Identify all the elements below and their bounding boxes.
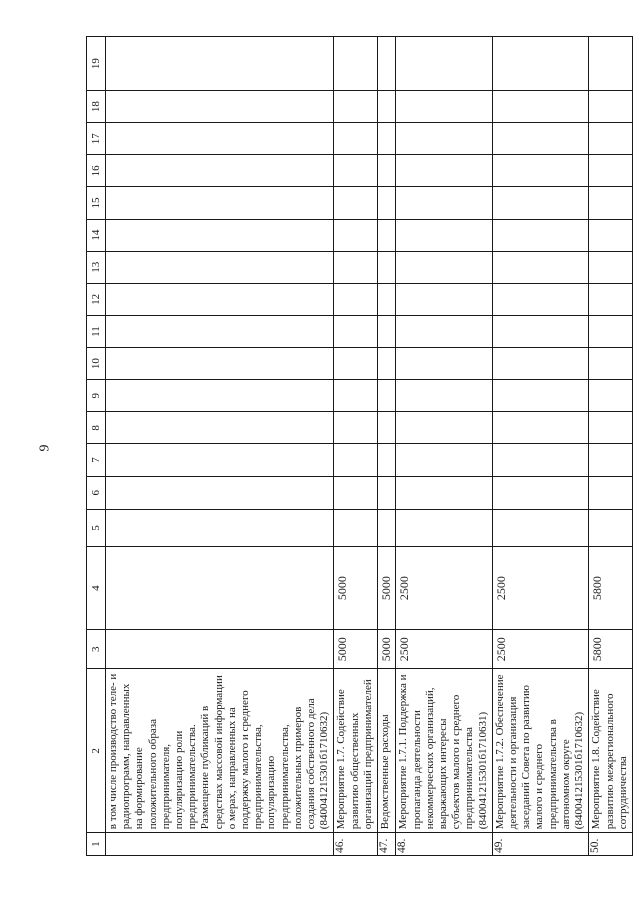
column-header: 1 bbox=[87, 833, 106, 856]
table-row bbox=[492, 37, 588, 856]
cell-col4: 5000 bbox=[334, 547, 378, 630]
row-number bbox=[106, 833, 334, 856]
table-row bbox=[106, 37, 334, 856]
column-header: 8 bbox=[87, 412, 106, 444]
row-number: 48. bbox=[396, 833, 492, 856]
column-header: 3 bbox=[87, 630, 106, 669]
budget-table-rotated bbox=[86, 36, 629, 856]
column-header: 11 bbox=[87, 315, 106, 347]
row-number: 49. bbox=[492, 833, 588, 856]
row-name: Мероприятие 1.7.1. Поддержка и пропаганда деятельности некоммерческих организаций, выражающих интересы субъектов малого и среднего предпринимательства (840041215301б1710631) bbox=[396, 669, 492, 833]
cell-col3 bbox=[106, 630, 334, 669]
page-number: 9 bbox=[37, 444, 53, 452]
column-header: 10 bbox=[87, 348, 106, 380]
column-header: 4 bbox=[87, 547, 106, 630]
column-header: 2 bbox=[87, 669, 106, 833]
table-row bbox=[396, 37, 492, 856]
table-row bbox=[334, 37, 378, 856]
column-header: 19 bbox=[87, 37, 106, 91]
row-number: 47. bbox=[378, 833, 396, 856]
cell-col4 bbox=[106, 547, 334, 630]
cell-col3: 2500 bbox=[492, 630, 588, 669]
table-row bbox=[589, 37, 633, 856]
column-header: 18 bbox=[87, 91, 106, 123]
header-row bbox=[87, 37, 106, 856]
column-header: 15 bbox=[87, 187, 106, 219]
cell-col4: 5000 bbox=[378, 547, 396, 630]
row-name: в том числе производство теле- и радиопрограмм, направленных на формирование положительного образа предпринимателя, популяризацию роли предпринимательства. Размещение публикаций в средствах массовой информации о мерах, направленных на поддержку малого и среднего предпринимательства, популяризацию предпринимательства, положительных примеров создания собственного дела (840041215301б1710632) bbox=[106, 669, 334, 833]
cell-col3: 5000 bbox=[334, 630, 378, 669]
column-header: 7 bbox=[87, 444, 106, 476]
cell-col3: 5000 bbox=[378, 630, 396, 669]
row-name: Мероприятие 1.7. Содействие развитию общественных организаций предпринимателей bbox=[334, 669, 378, 833]
column-header: 13 bbox=[87, 251, 106, 283]
cell-col3: 2500 bbox=[396, 630, 492, 669]
column-header: 9 bbox=[87, 380, 106, 412]
row-number: 46. bbox=[334, 833, 378, 856]
cell-col4: 5800 bbox=[589, 547, 633, 630]
row-name: Ведомственные расходы bbox=[378, 669, 396, 833]
column-header: 17 bbox=[87, 123, 106, 155]
row-name: Мероприятие 1.7.2. Обеспечение деятельности и организация заседаний Совета по развитию малого и среднего предпринимательства в автономном округе (840041215301б1710632) bbox=[492, 669, 588, 833]
column-header: 6 bbox=[87, 476, 106, 509]
cell-col3: 5800 bbox=[589, 630, 633, 669]
cell-col4: 2500 bbox=[492, 547, 588, 630]
column-header: 16 bbox=[87, 155, 106, 187]
cell-col4: 2500 bbox=[396, 547, 492, 630]
budget-table bbox=[86, 36, 633, 856]
table-row bbox=[378, 37, 396, 856]
column-header: 14 bbox=[87, 219, 106, 251]
row-number: 50. bbox=[589, 833, 633, 856]
row-name: Мероприятие 1.8. Содействие развитию межрегионального сотрудничества bbox=[589, 669, 633, 833]
column-header: 5 bbox=[87, 509, 106, 546]
column-header: 12 bbox=[87, 283, 106, 315]
